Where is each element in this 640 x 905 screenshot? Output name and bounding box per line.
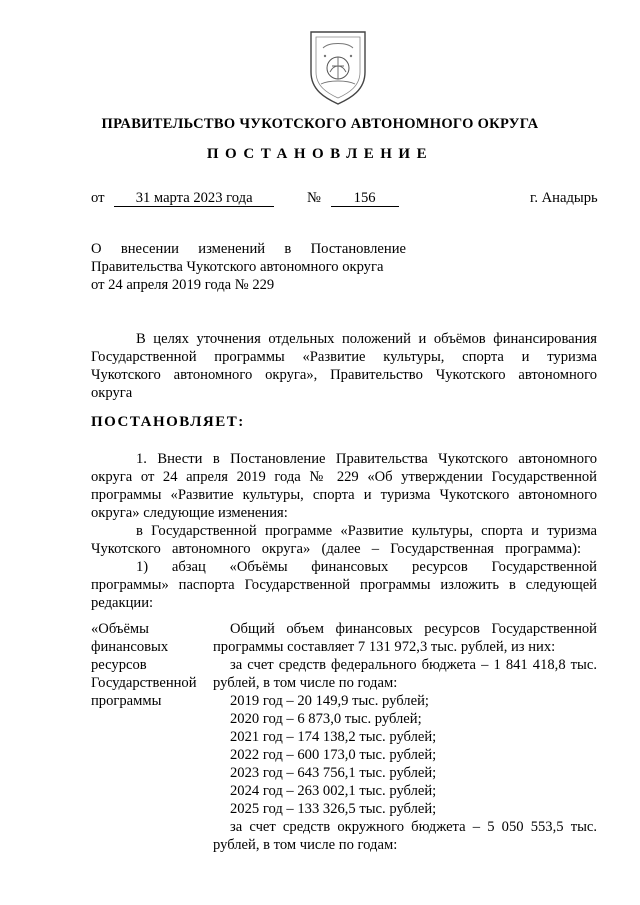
coat-of-arms-icon	[299, 26, 377, 106]
resolves-heading: ПОСТАНОВЛЯЕТ:	[91, 414, 245, 430]
table-label-line: «Объёмы	[91, 621, 149, 637]
body-line: округа» следующие изменения:	[91, 505, 288, 521]
table-content-line: Общий объем финансовых ресурсов Государственной	[230, 621, 597, 637]
table-content-line: программы составляет 7 131 972,3 тыс. рублей, из них:	[213, 639, 556, 655]
table-content-line: рублей, в том числе по годам:	[213, 837, 398, 853]
table-label-line: ресурсов	[91, 657, 147, 673]
table-label-line: программы	[91, 693, 162, 709]
number-row	[307, 190, 399, 207]
document-city: г. Анадырь	[530, 190, 598, 206]
document-date: 31 марта 2023 года	[114, 190, 274, 207]
table-content-line: 2020 год – 6 873,0 тыс. рублей;	[230, 711, 422, 727]
table-content-line: за счет средств федерального бюджета – 1 841 418,8 тыс.	[230, 657, 597, 673]
subject-line: Правительства Чукотского автономного округа	[91, 259, 384, 275]
table-content-line: 2022 год – 600 173,0 тыс. рублей;	[230, 747, 437, 763]
subject-line: от 24 апреля 2019 года № 229	[91, 277, 275, 293]
number-label: №	[307, 190, 321, 206]
body-line: программы «Развитие культуры, спорта и туризма Чукотского автономного	[91, 487, 597, 503]
table-content-line: 2019 год – 20 149,9 тыс. рублей;	[230, 693, 429, 709]
table-content-line: 2025 год – 133 326,5 тыс. рублей;	[230, 801, 437, 817]
preamble-line: В целях уточнения отдельных положений и объёмов финансирования	[136, 331, 597, 347]
table-label-line: финансовых	[91, 639, 169, 655]
table-content-line: 2023 год – 643 756,1 тыс. рублей;	[230, 765, 437, 781]
document-number: 156	[331, 190, 399, 207]
table-label-line: Государственной	[91, 675, 197, 691]
body-line: Чукотского автономного округа» (далее – Государственная программа):	[91, 541, 581, 557]
table-content-line: за счет средств окружного бюджета – 5 050 553,5 тыс.	[230, 819, 597, 835]
body-line: редакции:	[91, 595, 154, 611]
table-content-line: 2024 год – 263 002,1 тыс. рублей;	[230, 783, 437, 799]
body-line: 1. Внести в Постановление Правительства Чукотского автономного	[136, 451, 597, 467]
body-line: округа от 24 апреля 2019 года № 229 «Об утверждении Государственной	[91, 469, 597, 485]
body-line: программы» паспорта Государственной программы изложить в следующей	[91, 577, 597, 593]
from-label: от	[91, 190, 105, 206]
table-content-line: 2021 год – 174 138,2 тыс. рублей;	[230, 729, 437, 745]
preamble-line: округа	[91, 385, 133, 401]
date-row	[91, 190, 274, 207]
body-line: 1) абзац «Объёмы финансовых ресурсов Государственной	[136, 559, 597, 575]
subject-line: О внесении изменений в Постановление	[91, 241, 406, 257]
document-type-heading: ПОСТАНОВЛЕНИЕ	[206, 146, 434, 162]
government-title: ПРАВИТЕЛЬСТВО ЧУКОТСКОГО АВТОНОМНОГО ОКРУГА	[101, 116, 539, 132]
body-line: в Государственной программе «Развитие культуры, спорта и туризма	[136, 523, 597, 539]
table-content-line: рублей, в том числе по годам:	[213, 675, 398, 691]
preamble-line: Чукотского автономного округа», Правительство Чукотского автономного	[91, 367, 597, 383]
preamble-line: Государственной программы «Развитие культуры, спорта и туризма	[91, 349, 597, 365]
